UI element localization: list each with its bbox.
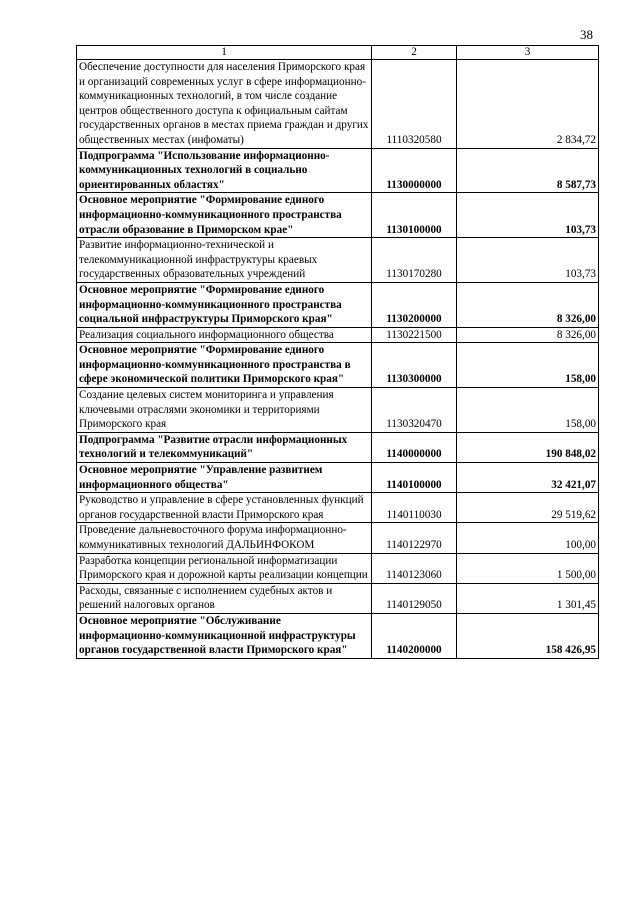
row-name-cell: Основное мероприятие "Обслуживание информационно-коммуникационной инфраструктуры органов государственной власти Приморского края" xyxy=(77,613,372,658)
header-cell-amount: 3 xyxy=(457,46,599,60)
row-amount-cell: 29 519,62 xyxy=(457,493,599,523)
row-amount-cell: 158,00 xyxy=(457,388,599,433)
table-row xyxy=(77,60,599,149)
row-name-cell: Основное мероприятие "Формирование единого информационно-коммуникационного пространства социальной инфраструктуры Приморского края" xyxy=(77,282,372,327)
row-name-cell: Основное мероприятие "Управление развитием информационного общества" xyxy=(77,463,372,493)
row-name-cell: Подпрограмма "Развитие отрасли информационных технологий и телекоммуникаций" xyxy=(77,432,372,462)
row-name-cell: Создание целевых систем мониторинга и управления ключевыми отраслями экономики и территориями Приморского края xyxy=(77,388,372,433)
row-amount-cell: 100,00 xyxy=(457,523,599,553)
row-name-cell: Расходы, связанные с исполнением судебных актов и решений налоговых органов xyxy=(77,583,372,613)
row-name-cell: Основное мероприятие "Формирование единого информационно-коммуникационного пространства отрасли образование в Приморском крае" xyxy=(77,193,372,238)
table-row xyxy=(77,613,599,658)
table-row xyxy=(77,193,599,238)
row-code-cell: 1130000000 xyxy=(372,148,457,193)
table-row xyxy=(77,463,599,493)
row-amount-cell: 190 848,02 xyxy=(457,432,599,462)
row-amount-cell: 1 500,00 xyxy=(457,553,599,583)
row-amount-cell: 1 301,45 xyxy=(457,583,599,613)
budget-table-body xyxy=(77,46,599,659)
row-amount-cell: 158,00 xyxy=(457,343,599,388)
table-row xyxy=(77,553,599,583)
table-row xyxy=(77,327,599,343)
table-row xyxy=(77,583,599,613)
row-amount-cell: 32 421,07 xyxy=(457,463,599,493)
row-code-cell: 1130320470 xyxy=(372,388,457,433)
row-code-cell: 1140122970 xyxy=(372,523,457,553)
row-code-cell: 1130200000 xyxy=(372,282,457,327)
table-row xyxy=(77,343,599,388)
row-code-cell: 1140100000 xyxy=(372,463,457,493)
table-row xyxy=(77,388,599,433)
row-code-cell: 1130100000 xyxy=(372,193,457,238)
row-amount-cell: 8 326,00 xyxy=(457,282,599,327)
row-amount-cell: 103,73 xyxy=(457,238,599,283)
row-code-cell: 1140123060 xyxy=(372,553,457,583)
row-code-cell: 1140200000 xyxy=(372,613,457,658)
row-amount-cell: 103,73 xyxy=(457,193,599,238)
table-row xyxy=(77,432,599,462)
row-amount-cell: 8 326,00 xyxy=(457,327,599,343)
row-code-cell: 1140129050 xyxy=(372,583,457,613)
row-name-cell: Подпрограмма "Использование информационно-коммуникационных технологий в социально ориентированных областях" xyxy=(77,148,372,193)
row-amount-cell: 2 834,72 xyxy=(457,60,599,149)
row-name-cell: Основное мероприятие "Формирование единого информационно-коммуникационного пространства в сфере экономической политики Приморского края" xyxy=(77,343,372,388)
row-name-cell: Разработка концепции региональной информатизации Приморского края и дорожной карты реализации концепции xyxy=(77,553,372,583)
row-amount-cell: 158 426,95 xyxy=(457,613,599,658)
row-name-cell: Реализация социального информационного общества xyxy=(77,327,372,343)
row-code-cell: 1110320580 xyxy=(372,60,457,149)
row-code-cell: 1130170280 xyxy=(372,238,457,283)
table-row xyxy=(77,493,599,523)
budget-table xyxy=(76,45,599,659)
table-row xyxy=(77,282,599,327)
row-code-cell: 1130300000 xyxy=(372,343,457,388)
page-number: 38 xyxy=(580,27,593,42)
table-row xyxy=(77,523,599,553)
row-name-cell: Руководство и управление в сфере установленных функций органов государственной власти Приморского края xyxy=(77,493,372,523)
row-amount-cell: 8 587,73 xyxy=(457,148,599,193)
header-cell-name: 1 xyxy=(77,46,372,60)
row-name-cell: Обеспечение доступности для населения Приморского края и организаций современных услуг в сфере информационно-коммуникационных технологий, в том числе создание центров общественного доступа к официальным сайтам государственных органов в местах приема граждан и других общественных местах (инфоматы) xyxy=(77,60,372,149)
row-code-cell: 1130221500 xyxy=(372,327,457,343)
header-cell-code: 2 xyxy=(372,46,457,60)
table-header-row xyxy=(77,46,599,60)
row-name-cell: Развитие информационно-технической и телекоммуникационной инфраструктуры краевых государственных образовательных учреждений xyxy=(77,238,372,283)
table-row xyxy=(77,238,599,283)
row-code-cell: 1140000000 xyxy=(372,432,457,462)
row-code-cell: 1140110030 xyxy=(372,493,457,523)
row-name-cell: Проведение дальневосточного форума информационно-коммуникативных технологий ДАЛЬИНФОКОМ xyxy=(77,523,372,553)
table-row xyxy=(77,148,599,193)
